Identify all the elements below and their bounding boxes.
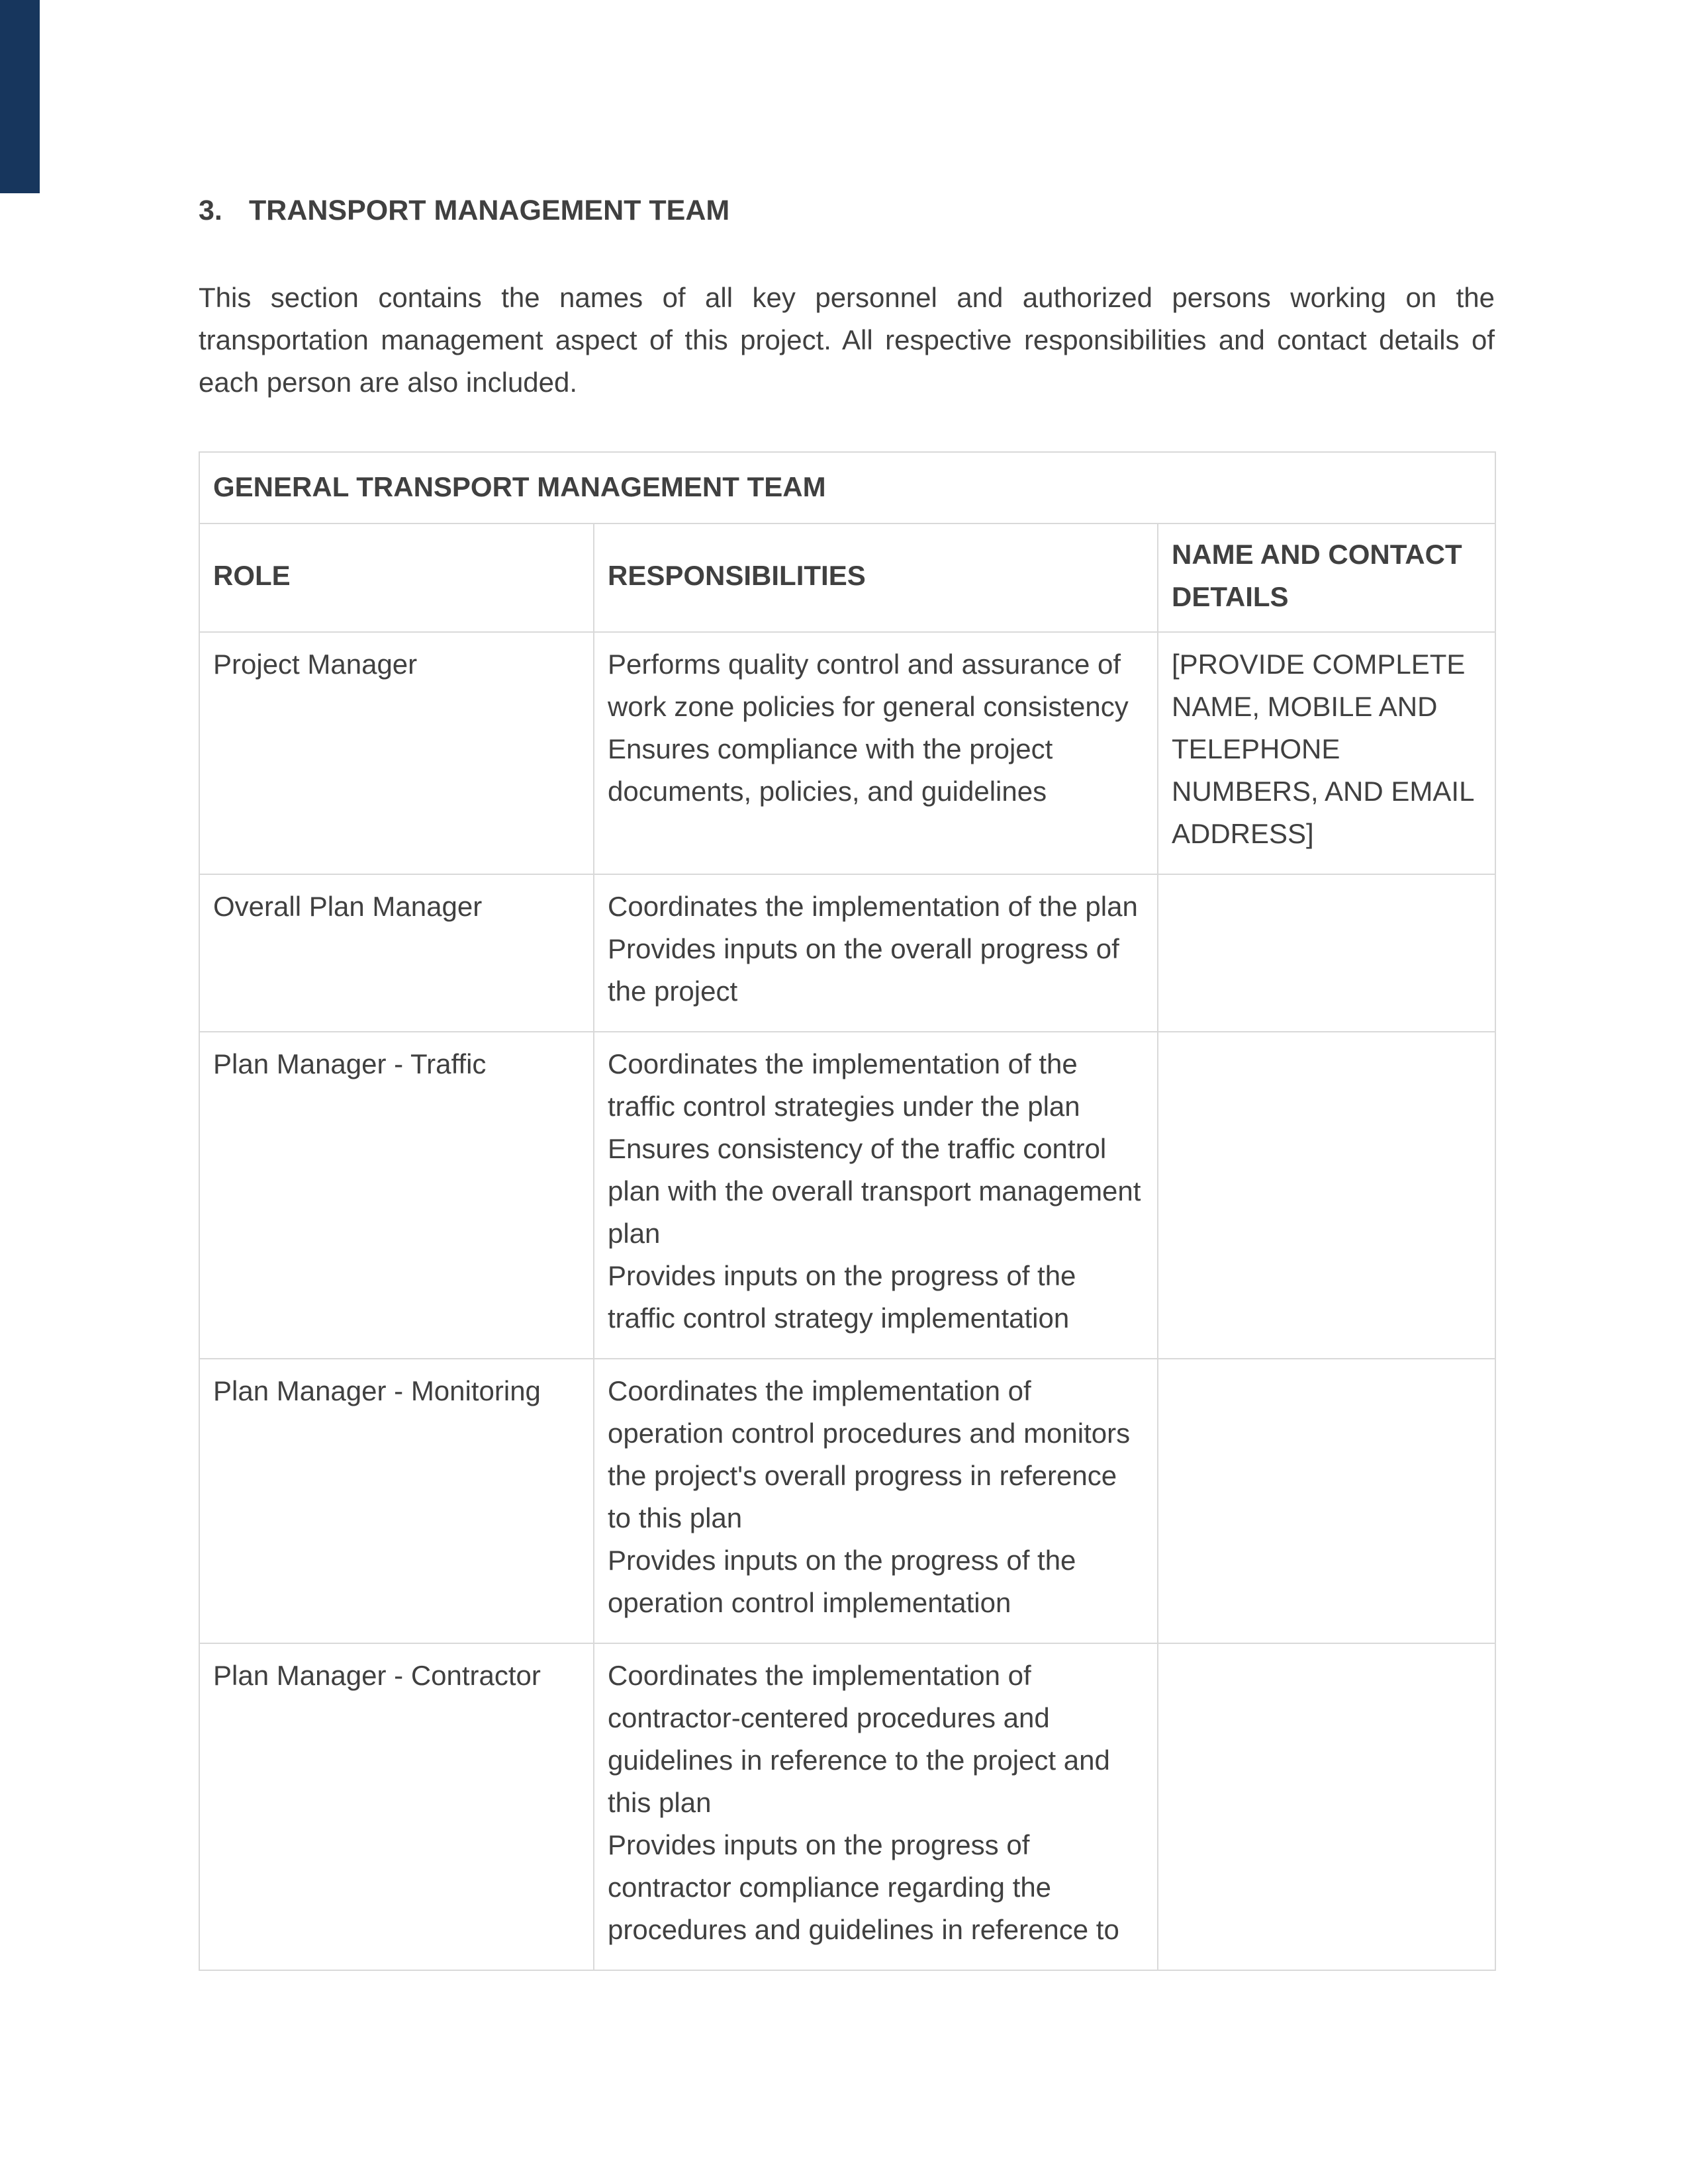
header-accent-bar [0,0,40,193]
table-row [199,1032,1495,1359]
responsibilities-cell [594,874,1158,1032]
team-table [199,451,1496,1971]
responsibilities-cell [594,632,1158,874]
column-header-name-contact: NAME AND CONTACT DETAILS [1158,523,1495,632]
responsibility-item: Provides inputs on the progress of the traffic control strategy implementation [608,1260,1076,1334]
column-header-responsibilities: RESPONSIBILITIES [594,523,1158,632]
responsibilities-cell [594,1643,1158,1970]
document-content [199,192,1495,1971]
responsibility-item: Coordinates the implementation of the plan [608,891,1138,922]
responsibilities-cell [594,1032,1158,1359]
responsibility-item: Provides inputs on the overall progress of the project [608,933,1119,1007]
responsibility-item: Coordinates the implementation of contractor-centered procedures and guidelines in reference to the project and this plan [608,1660,1110,1818]
name-contact-cell: [PROVIDE COMPLETE NAME, MOBILE AND TELEPHONE NUMBERS, AND EMAIL ADDRESS] [1158,632,1495,874]
responsibility-item: Coordinates the implementation of operation control procedures and monitors the project's overall progress in reference to this plan [608,1375,1131,1533]
responsibilities-cell [594,1359,1158,1643]
role-cell: Project Manager [199,632,594,874]
responsibility-item: Coordinates the implementation of the traffic control strategies under the plan [608,1048,1080,1122]
role-cell: Plan Manager - Monitoring [199,1359,594,1643]
table-row [199,632,1495,874]
role-cell: Plan Manager - Traffic [199,1032,594,1359]
name-contact-cell [1158,1643,1495,1970]
section-number: 3. [199,195,222,226]
section-intro-paragraph: This section contains the names of all key personnel and authorized persons working on the transportation management aspect of this project. All respective responsibilities and contact details of each person are also included. [199,282,1495,398]
responsibility-item: Ensures compliance with the project documents, policies, and guidelines [608,733,1053,807]
role-cell: Overall Plan Manager [199,874,594,1032]
table-header-row [199,523,1495,632]
responsibility-item: Provides inputs on the progress of contractor compliance regarding the procedures and guidelines in reference to [608,1829,1119,1945]
table-caption: GENERAL TRANSPORT MANAGEMENT TEAM [199,452,1495,523]
name-contact-cell [1158,1359,1495,1643]
section-heading [199,192,1495,229]
responsibility-item: Provides inputs on the progress of the operation control implementation [608,1545,1076,1618]
column-header-role: ROLE [199,523,594,632]
name-contact-cell [1158,874,1495,1032]
responsibility-item: Performs quality control and assurance of work zone policies for general consistency [608,649,1129,722]
table-row [199,1643,1495,1970]
role-cell: Plan Manager - Contractor [199,1643,594,1970]
name-contact-cell [1158,1032,1495,1359]
table-row [199,874,1495,1032]
table-caption-row [199,452,1495,523]
table-row [199,1359,1495,1643]
section-title: TRANSPORT MANAGEMENT TEAM [249,195,730,226]
responsibility-item: Ensures consistency of the traffic control plan with the overall transport management plan [608,1133,1141,1249]
